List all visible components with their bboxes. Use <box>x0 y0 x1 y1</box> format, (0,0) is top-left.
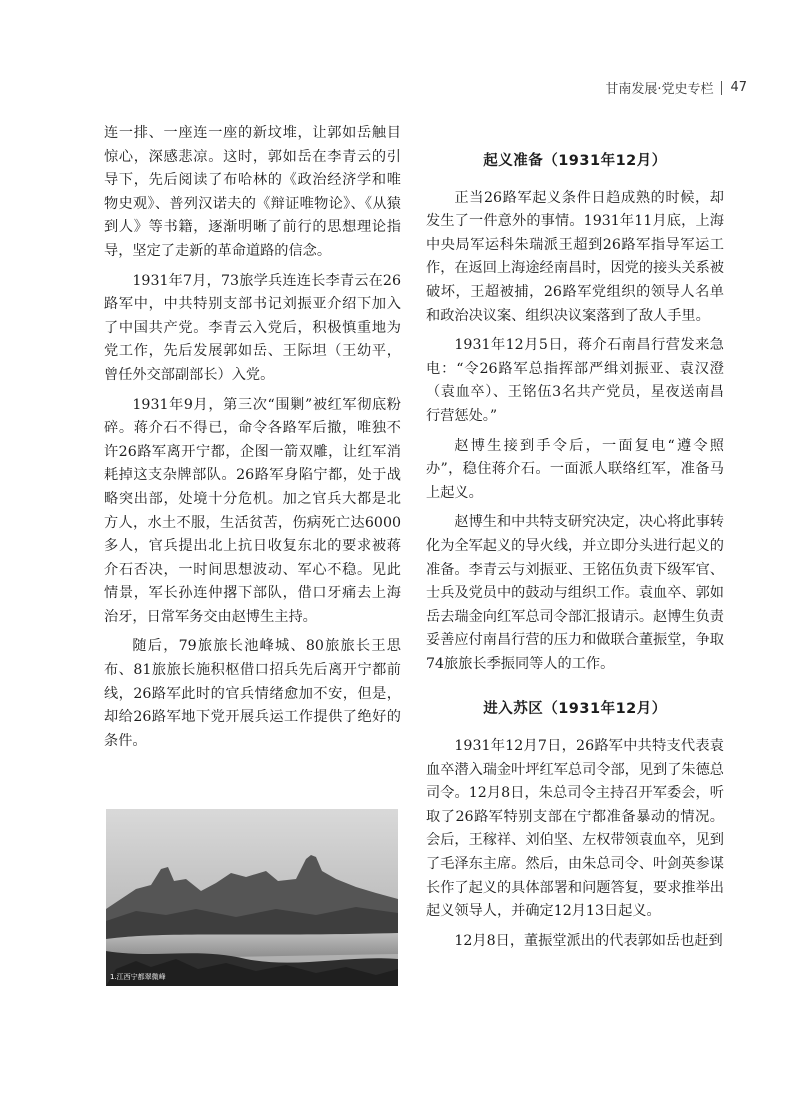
mountain-illustration <box>106 809 398 986</box>
paragraph: 正当26路军起义条件日趋成熟的时候，却发生了一件意外的事情。1931年11月底，上海中央局军运科朱瑞派王超到26路军指导军运工作，在返回上海途经南昌时，因党的接头关系被破坏，王超被捕，26路军党组织的领导人名单和政治决议案、组织决议案落到了敌人手里。 <box>426 189 724 324</box>
right-column <box>426 150 724 959</box>
paragraph: 随后，79旅旅长池峰城、80旅旅长王思布、81旅旅长施积枢借口招兵先后离开宁都前线，26路军此时的官兵情绪愈加不安，但是，却给26路军地下党开展兵运工作提供了绝好的条件。 <box>104 638 401 749</box>
photo-caption: 1.江西宁都翠微峰 <box>110 973 166 981</box>
paragraph: 赵博生接到手令后，一面复电“遵令照办”，稳住蒋介石。一面派人联络红军，准备马上起义。 <box>426 437 724 501</box>
paragraph: 连一排、一座连一座的新坟堆，让郭如岳触目惊心，深感悲凉。这时，郭如岳在李青云的引导下，先后阅读了布哈林的《政治经济学和唯物史观》、普列汉诺夫的《辩证唯物论》、《从猿到人》等书籍，逐渐明晰了前行的思想理论指导，坚定了走新的革命道路的信念。 <box>104 125 401 259</box>
header-divider <box>721 81 722 95</box>
paragraph: 12月8日，董振堂派出的代表郭如岳也赶到 <box>454 932 723 949</box>
paragraph: 赵博生和中共特支研究决定，决心将此事转化为全军起义的导火线，并立即分头进行起义的准备。李青云与刘振亚、王铭伍负责下级军官、士兵及党员中的鼓动与组织工作。袁血卒、郭如岳去瑞金向红军总司令部汇报请示。赵博生负责妥善应付南昌行营的压力和做联合董振堂，争取74旅旅长季振同等人的工作。 <box>426 514 724 672</box>
page-number: 47 <box>730 80 747 95</box>
left-column <box>104 122 401 759</box>
landscape-photo <box>106 809 398 986</box>
section-heading: 起义准备（1931年12月） <box>483 153 667 169</box>
paragraph: 1931年12月7日，26路军中共特支代表袁血卒潜入瑞金叶坪红军总司令部，见到了朱德总司令。12月8日，朱总司令主持召开军委会，听取了26路军特别支部在宁都准备暴动的情况。会后，王稼祥、刘伯坚、左权带领袁血卒，见到了毛泽东主席。然后，由朱总司令、叶剑英参谋长作了起义的具体部署和问题答复，要求推举出起义领导人，并确定12月13日起义。 <box>426 738 724 920</box>
section-heading: 进入苏区（1931年12月） <box>483 701 667 718</box>
paragraph: 1931年7月，73旅学兵连连长李青云在26路军中，中共特别支部书记刘振亚介绍下加入了中国共产党。李青云入党后，积极慎重地为党工作，先后发展郭如岳、王际坦（王幼平，曾任外交部副部长）入党。 <box>104 272 401 383</box>
section-title: 甘南发展·党史专栏 <box>605 82 714 97</box>
page-header <box>605 78 747 97</box>
paragraph: 1931年9月，第三次“围剿”被红军彻底粉碎。蒋介石不得已，命令各路军后撤，唯独不许26路军离开宁都，企图一箭双雕，让红军消耗掉这支杂牌部队。26路军身陷宁都，处于战略突出部，处境十分危机。加之官兵大都是北方人，水土不服，生活贫苦，伤病死亡达6000多人，官兵提出北上抗日收复东北的要求被蒋介石否决，一时间思想波动、军心不稳。见此情景，军长孙连仲撂下部队，借口牙痛去上海治牙，日常军务交由赵博生主持。 <box>104 396 401 625</box>
paragraph: 1931年12月5日，蒋介石南昌行营发来急电：“令26路军总指挥部严缉刘振亚、袁汉澄（袁血卒）、王铭伍3名共产党员，星夜送南昌行营惩处。” <box>426 337 724 424</box>
